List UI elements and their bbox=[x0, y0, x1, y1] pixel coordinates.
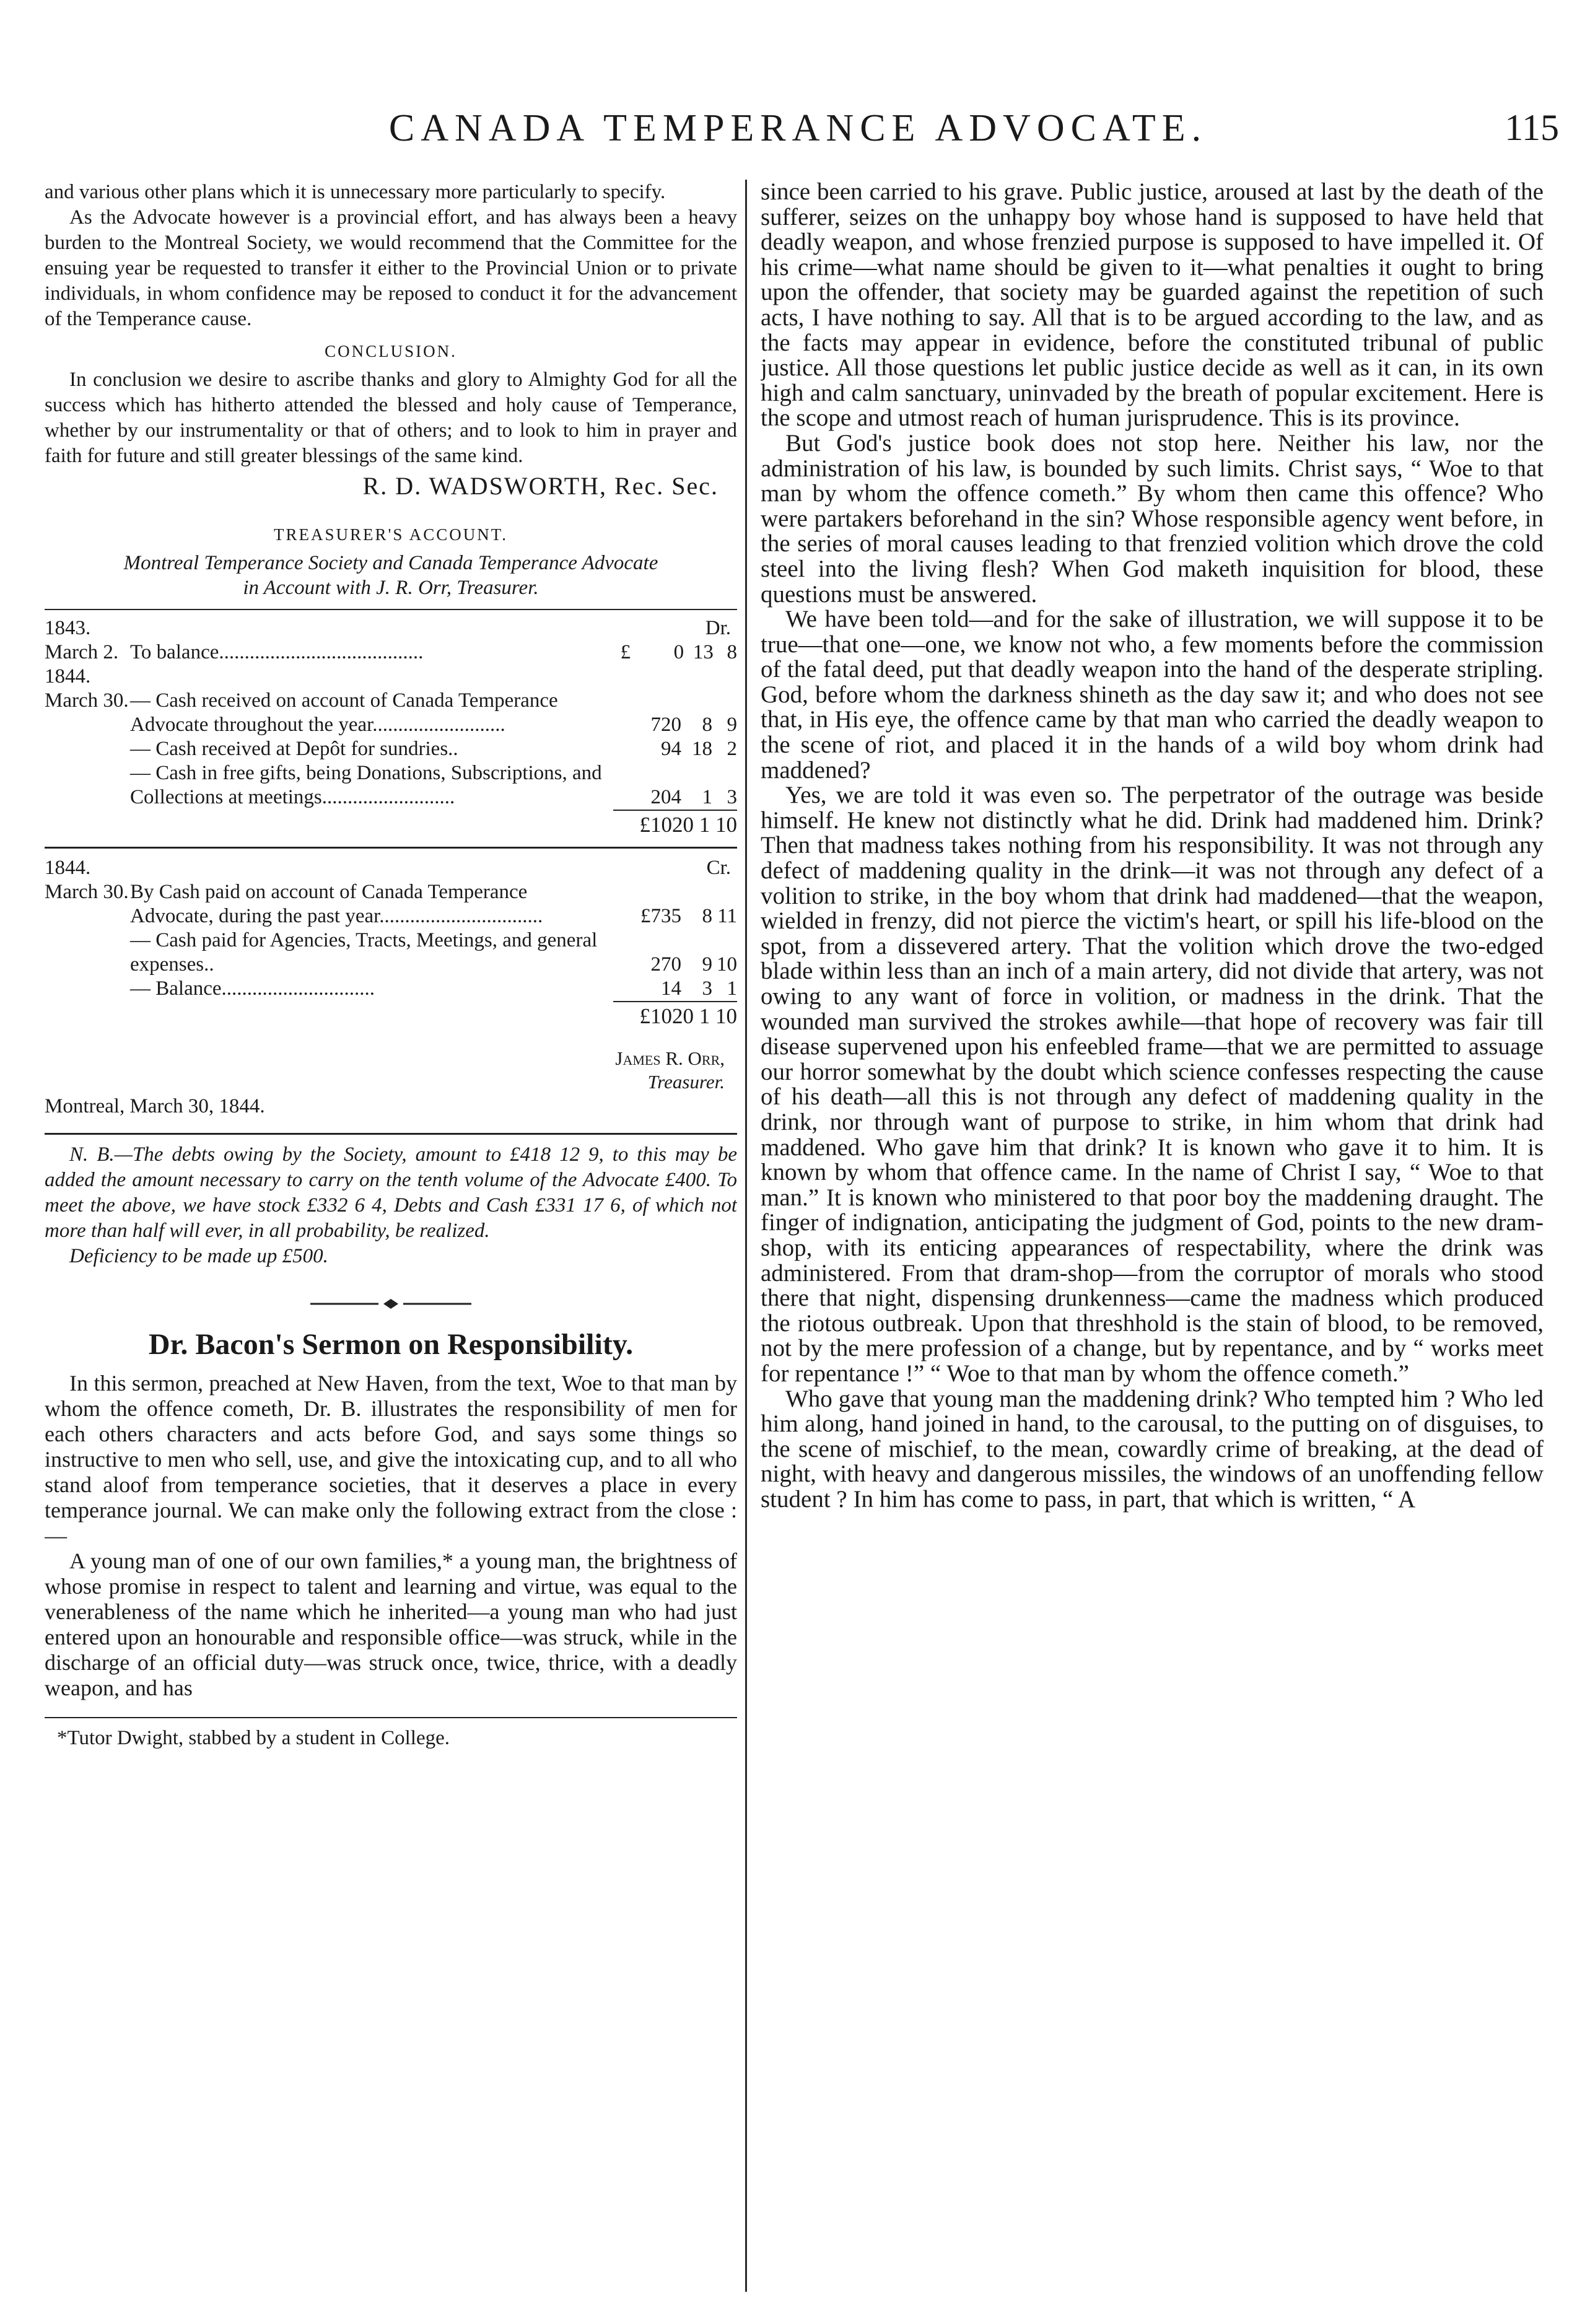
account-title bbox=[45, 551, 737, 600]
shillings: 8 bbox=[702, 714, 712, 736]
divider bbox=[45, 609, 737, 610]
pence: 8 bbox=[727, 641, 737, 663]
account-title-line: in Account with J. R. Orr, Treasurer. bbox=[243, 577, 539, 599]
shillings: 1 bbox=[702, 786, 712, 808]
currency: £ bbox=[620, 641, 631, 663]
footnote-rule bbox=[45, 1717, 737, 1718]
treasurer-signature bbox=[45, 1047, 725, 1094]
debit-account bbox=[45, 616, 737, 839]
note-deficiency: Deficiency to be made up £500. bbox=[69, 1245, 328, 1267]
account-desc: — Balance.............................. bbox=[130, 977, 375, 1000]
paragraph: A young man of one of our own families,* a young man, the brightness of whose promise in respect to talent and learning and virtue, was equal to the venerableness of the name which he inherited—a young man who had just entered upon an honourable and responsible office—was struck, while in the discharge of an official duty—was struck once, twice, thrice, with a deadly weapon, and has bbox=[45, 1549, 737, 1700]
account-year: 1844. bbox=[45, 665, 91, 688]
pounds: 204 bbox=[650, 786, 681, 808]
running-head: CANADA TEMPERANCE ADVOCATE. bbox=[388, 107, 1208, 149]
account-desc: — Cash in free gifts, being Donations, Subscriptions, and Collections at meetings.......................... bbox=[130, 762, 602, 808]
debit-total: £1020 1 10 bbox=[639, 813, 737, 837]
article-title: Dr. Bacon's Sermon on Responsibility. bbox=[148, 1328, 634, 1361]
note-bene: N. B.—The debts owing by the Society, amount to £418 12 9, to this may be added the amount necessary to carry on the tenth volume of the Advocate £400. To meet the above, we have stock £332 6 4, Debts and Cash £331 17 6, of which not more than half will ever, in all probability, be realized. bbox=[45, 1143, 737, 1242]
ornament-divider bbox=[45, 1294, 737, 1315]
paragraph: In conclusion we desire to ascribe thanks and glory to Almighty God for all the success which has hitherto attended the blessed and holy cause of Temperance, whether by our instrumentality or that of others; and to look to him in prayer and faith for future and still greater blessings of the same kind. bbox=[45, 369, 737, 467]
pence: 1 bbox=[727, 977, 737, 1000]
right-column bbox=[761, 180, 1544, 2298]
pence: 2 bbox=[727, 738, 737, 760]
pence: 11 bbox=[717, 905, 737, 927]
paragraph: In this sermon, preached at New Haven, from the text, Woe to that man by whom the offence cometh, Dr. B. illustrates the responsibility of men for each others characters and acts before God, and says some things so instructive to men who sell, use, and give the intoxicating cup, and to all who stand aloof from temperance societies, that it deserves a place in every temperance journal. We can make only the following extract from the close :— bbox=[45, 1371, 737, 1548]
credit-account bbox=[45, 856, 737, 1031]
paragraph: and various other plans which it is unnecessary more particularly to specify. bbox=[45, 181, 666, 203]
pounds: 94 bbox=[661, 738, 681, 760]
credit-total: £1020 1 10 bbox=[639, 1004, 737, 1028]
shillings: 9 bbox=[702, 953, 712, 976]
account-desc: — Cash received on account of Canada Temperance Advocate throughout the year.......................... bbox=[130, 689, 558, 736]
pence: 9 bbox=[727, 714, 737, 736]
pounds: 720 bbox=[650, 714, 681, 736]
account-desc: To balance........................................ bbox=[130, 641, 424, 663]
shillings: 13 bbox=[692, 641, 714, 663]
account-desc: — Cash received at Depôt for sundries.. bbox=[130, 738, 458, 760]
ornament-rule-icon bbox=[310, 1298, 471, 1310]
paragraph: As the Advocate however is a provincial effort, and has always been a heavy burden to the Montreal Society, we would recommend that the Committee for the ensuing year be requested to transfer it either to the Provincial Union or to private individuals, in whom confidence may be reposed to conduct it for the advancement of the Temperance cause. bbox=[45, 206, 737, 330]
divider bbox=[45, 847, 737, 849]
debit-label: Dr. bbox=[705, 617, 731, 639]
section-heading-conclusion: CONCLUSION. bbox=[325, 342, 457, 360]
left-column bbox=[45, 180, 737, 2298]
pounds: 0 bbox=[673, 641, 684, 663]
treasurer-name: James R. Orr, bbox=[615, 1047, 725, 1069]
page-number: 115 bbox=[1505, 107, 1559, 148]
pounds: £735 bbox=[640, 905, 681, 927]
account-date: March 30. bbox=[45, 689, 129, 712]
shillings: 18 bbox=[692, 738, 712, 760]
pounds: 270 bbox=[650, 953, 681, 976]
account-desc: By Cash paid on account of Canada Temperance Advocate, during the past year................................ bbox=[130, 881, 543, 927]
paragraph: Yes, we are told it was even so. The perpetrator of the outrage was beside himself. He knew not distinctly what he did. Drink had maddened him. Drink? Then that madness takes nothing from his responsibility. It was not through any defect of maddening quality in the drink—it was not through any defect of a volition to strike, in the boy whom that drink had maddened—that the weapon, wielded in frenzy, did not pierce the victim's heart, or spill his life-blood on the spot, from a dissevered artery. That the volition which drove the two-edged blade within less than an inch of a main artery, did not divide that artery, was not owing to any want of force in volition, or madness in the drink. That the wounded man survived the strokes awhile—that hope of recovery was fair till disease supervened upon his enfeebled frame—that we are permitted to assuage our horror somewhat by the doubt which science confesses respecting the cause of his death—all this is not through any defect of maddening quality in the drink, nor through want of purpose to strike, in him whom that drink had maddened. Who gave him that drink? It is known who gave it to him. It is known by whom that offence came. In the name of Christ I say, “ Woe to that man.” It is known who ministered to that poor boy the maddening draught. The finger of indignation, anticipating the judgment of God, points to the new dram-shop, with its enticing appearances of respectability, where the drink was administered. From that dram-shop—from the corruptor of morals who stood there that night, dispensing drunkenness—came the madness which produced the riotous outbreak. Upon that threshhold is the stain of blood, to be removed, not by the mere profession of a change, but by repentance, and by “ works meet for repentance !” “ Woe to that man by whom the offence cometh.” bbox=[761, 782, 1544, 1387]
paragraph: Who gave that young man the maddening drink? Who tempted him ? Who led him along, hand joined in hand, to the carousal, to the putting on of disguises, to the scene of mischief, to the mean, cowardly crime of breaking, at the dead of night, with heavy and dangerous missiles, the windows of an unoffending fellow student ? In him has come to pass, in part, that which is written, “ A bbox=[761, 1385, 1544, 1513]
account-year: 1844. bbox=[45, 857, 91, 879]
section-heading-treasurer: TREASURER'S ACCOUNT. bbox=[274, 525, 508, 544]
treasurer-title: Treasurer. bbox=[647, 1071, 725, 1093]
account-date: March 30. bbox=[45, 881, 129, 903]
paragraph: since been carried to his grave. Public justice, aroused at last by the death of the sufferer, seizes on the unhappy boy whose hand is supposed to have held that deadly weapon, and whose frenzied purpose is supposed to have impelled it. Of his crime—what name should be given to it—what penalties it ought to bring upon the offender, that society may be guarded against the repetition of such acts, I have nothing to say. All that is to be argued according to the law, and as the facts may appear in evidence, before the constituted tribunal of public justice. All those questions let public justice decide as well as it can, in its own high and calm sanctuary, uninvaded by the breath of popular excitement. Here is the scope and utmost reach of human jurisprudence. This is its province. bbox=[761, 180, 1544, 432]
account-desc: — Cash paid for Agencies, Tracts, Meetings, and general expenses.. bbox=[130, 929, 598, 976]
credit-label: Cr. bbox=[706, 857, 731, 879]
paragraph: We have been told—and for the sake of illustration, we will suppose it to be true—that one—one, we know not who, a few moments before the commission of the fatal deed, put that deadly weapon into the hand of the desperate stripling. God, before whom the darkness shineth as the day saw it; and who does not see that, in His eye, the offence came by that man who carried the deadly weapon to the scene of riot, and placed it in the hands of a wild boy whom drink had maddened? bbox=[761, 606, 1544, 784]
pounds: 14 bbox=[661, 977, 681, 1000]
footnote: *Tutor Dwight, stabbed by a student in College. bbox=[57, 1727, 450, 1749]
signature: R. D. WADSWORTH, Rec. Sec. bbox=[362, 472, 719, 500]
shillings: 8 bbox=[702, 905, 712, 927]
pence: 10 bbox=[717, 953, 737, 976]
divider bbox=[45, 1133, 737, 1135]
place-date: Montreal, March 30, 1844. bbox=[45, 1095, 265, 1117]
column-rule bbox=[745, 180, 747, 2292]
paragraph: But God's justice book does not stop here. Neither his law, nor the administration of his law, is bounded by such limits. Christ says, “ Woe to that man by whom the offence cometh.” By whom then came this offence? Who were partakers beforehand in the sin? Whose responsible agency went before, in the series of moral causes leading to that frenzied volition which drove the cold steel into the living flesh? When God maketh inquisition for blood, these questions must be answered. bbox=[761, 429, 1544, 608]
page-header bbox=[37, 107, 1559, 168]
account-year: 1843. bbox=[45, 617, 91, 639]
account-date: March 2. bbox=[45, 641, 119, 663]
shillings: 3 bbox=[702, 977, 712, 1000]
pence: 3 bbox=[727, 786, 737, 808]
account-title-line: Montreal Temperance Society and Canada Temperance Advocate bbox=[123, 552, 658, 574]
